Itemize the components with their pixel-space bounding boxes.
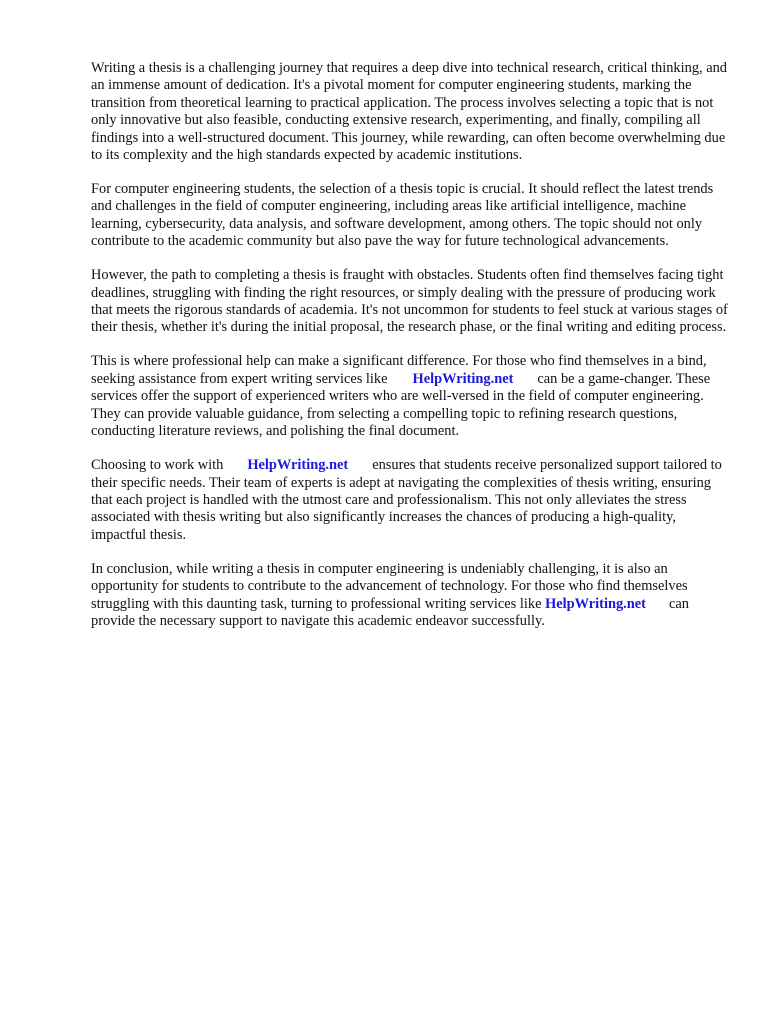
paragraph-choosing xyxy=(91,457,731,544)
helpwriting-link[interactable]: HelpWriting.net xyxy=(412,370,514,387)
paragraph-text-after-link: ensures that students receive personalized support tailored to their specific needs. Their team of experts is adept at navigating the complexities of thesis writing, ensuring that each project is handled with the utmost care and professionalism. This not only alleviates the stress associated with thesis writing but also significantly increases the chances of producing a high-quality, impactful thesis. xyxy=(91,457,726,543)
paragraph-text: Writing a thesis is a challenging journey that requires a deep dive into technical research, critical thinking, and an immense amount of dedication. It's a pivotal moment for computer engineering students, marking the transition from theoretical learning to practical application. The process involves selecting a topic that is not only innovative but also feasible, conducting extensive research, experimenting, and finally, compiling all findings into a well-structured document. This journey, while rewarding, can often become overwhelming due to its complexity and the high standards expected by academic institutions. xyxy=(91,60,731,164)
paragraph-topic-selection xyxy=(91,181,731,251)
document-page xyxy=(91,60,731,647)
helpwriting-link[interactable]: HelpWriting.net xyxy=(247,457,349,474)
paragraph-text-after-link: can provide the necessary support to navigate this academic endeavor successfully. xyxy=(91,595,693,629)
paragraph-obstacles xyxy=(91,267,731,337)
paragraph-intro xyxy=(91,60,731,164)
paragraph-professional-help xyxy=(91,353,731,440)
paragraph-conclusion xyxy=(91,561,731,631)
paragraph-text-before-link: In conclusion, while writing a thesis in computer engineering is undeniably challenging, it is also an opportunity for students to contribute to the advancement of technology. For those who find themselves struggling with this daunting task, turning to professional writing services like xyxy=(91,560,692,612)
paragraph-text-before-link: This is where professional help can make a significant difference. For those who find themselves in a bind, seeking assistance from expert writing services like xyxy=(91,353,711,387)
paragraph-text-after-link: can be a game-changer. These services offer the support of experienced writers who are well-versed in the field of computer engineering. They can provide valuable guidance, from selecting a compelling topic to refining research questions, conducting literature reviews, and polishing the final document. xyxy=(91,370,714,440)
paragraph-text-before-link: Choosing to work with xyxy=(91,457,224,474)
helpwriting-link[interactable]: HelpWriting.net xyxy=(545,595,646,612)
paragraph-text: For computer engineering students, the selection of a thesis topic is crucial. It should reflect the latest trends and challenges in the field of computer engineering, including areas like artificial intelligence, machine learning, cybersecurity, data analysis, and software development, among others. The topic should not only contribute to the academic community but also pave the way for future technological advancements. xyxy=(91,181,717,250)
paragraph-text: However, the path to completing a thesis is fraught with obstacles. Students often find themselves facing tight deadlines, struggling with finding the right resources, or simply dealing with the pressure of producing work that meets the rigorous standards of academia. It's not uncommon for students to feel stuck at various stages of their thesis, whether it's during the initial proposal, the research phase, or the final writing and editing process. xyxy=(91,267,732,336)
